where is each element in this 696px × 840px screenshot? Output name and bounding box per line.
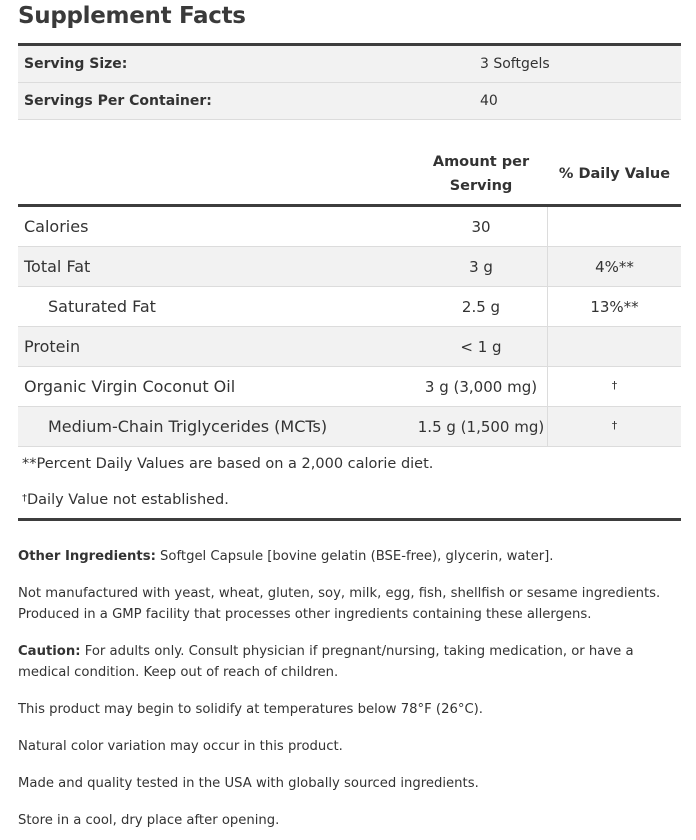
divider [18,446,681,447]
solidify-note: This product may begin to solidify at temperatures below 78°F (26°C). [18,702,483,717]
amount-per-serving-header: Amount per Serving [432,154,530,194]
percent-dv-footnote: **Percent Daily Values are based on a 2,000 calorie diet. [22,456,434,472]
dagger-symbol: † [22,493,27,504]
bottom-rule [18,518,681,521]
other-ingredients: Other Ingredients: Softgel Capsule [bovine gelatin (BSE-free), glycerin, water]. [18,549,554,564]
other-ingredients-label: Other Ingredients: [18,549,156,564]
allergen-statement: Not manufactured with yeast, wheat, gluten, soy, milk, egg, fish, shellfish or sesame ingredients. Produced in a GMP facility that processes other ingredients containing these allergens. [18,586,661,622]
nutrient-amount: 1.5 g (1,500 mg) [417,418,545,436]
serving-size-label: Serving Size: [24,56,128,72]
nutrient-row-protein [18,327,681,367]
nutrient-name: Organic Virgin Coconut Oil [24,377,236,396]
servings-per-container-row [18,83,681,120]
nutrient-name: Protein [24,337,81,356]
dagger-footnote: †Daily Value not established. [22,492,229,508]
storage-note: Store in a cool, dry place after opening. [18,813,280,828]
nutrient-daily-value: † [611,419,618,432]
divider [18,119,681,120]
nutrient-name: Total Fat [24,257,91,276]
servings-per-container-value: 40 [480,93,498,109]
nutrient-amount: 3 g [469,258,493,276]
page-title: Supplement Facts [18,3,246,29]
nutrient-name: Saturated Fat [48,297,156,316]
caution-statement: Caution: For adults only. Consult physician if pregnant/nursing, taking medication, or have a medical condition. Keep out of reach of children. [18,644,634,680]
nutrient-amount: < 1 g [460,338,502,356]
nutrient-row-coconut-oil [18,367,681,407]
nutrient-amount: 2.5 g [461,298,501,316]
column-divider [547,207,548,446]
nutrient-daily-value: 4%** [595,258,634,276]
nutrient-row-mcts [18,407,681,447]
nutrient-row-total-fat [18,247,681,287]
serving-size-row [18,46,681,83]
nutrient-amount: 30 [471,218,491,236]
serving-size-value: 3 Softgels [480,56,550,72]
caution-label: Caution: [18,644,81,659]
nutrient-daily-value: 13%** [590,298,639,316]
made-in-usa-note: Made and quality tested in the USA with globally sourced ingredients. [18,776,479,791]
color-variation-note: Natural color variation may occur in this product. [18,739,343,754]
nutrient-row-saturated-fat [18,287,681,327]
nutrient-name: Medium-Chain Triglycerides (MCTs) [48,417,328,436]
nutrient-daily-value: † [611,379,618,392]
servings-per-container-label: Servings Per Container: [24,93,212,109]
daily-value-header: % Daily Value [558,166,671,182]
nutrient-name: Calories [24,217,89,236]
nutrient-row-calories [18,207,681,247]
nutrient-amount: 3 g (3,000 mg) [424,378,538,396]
